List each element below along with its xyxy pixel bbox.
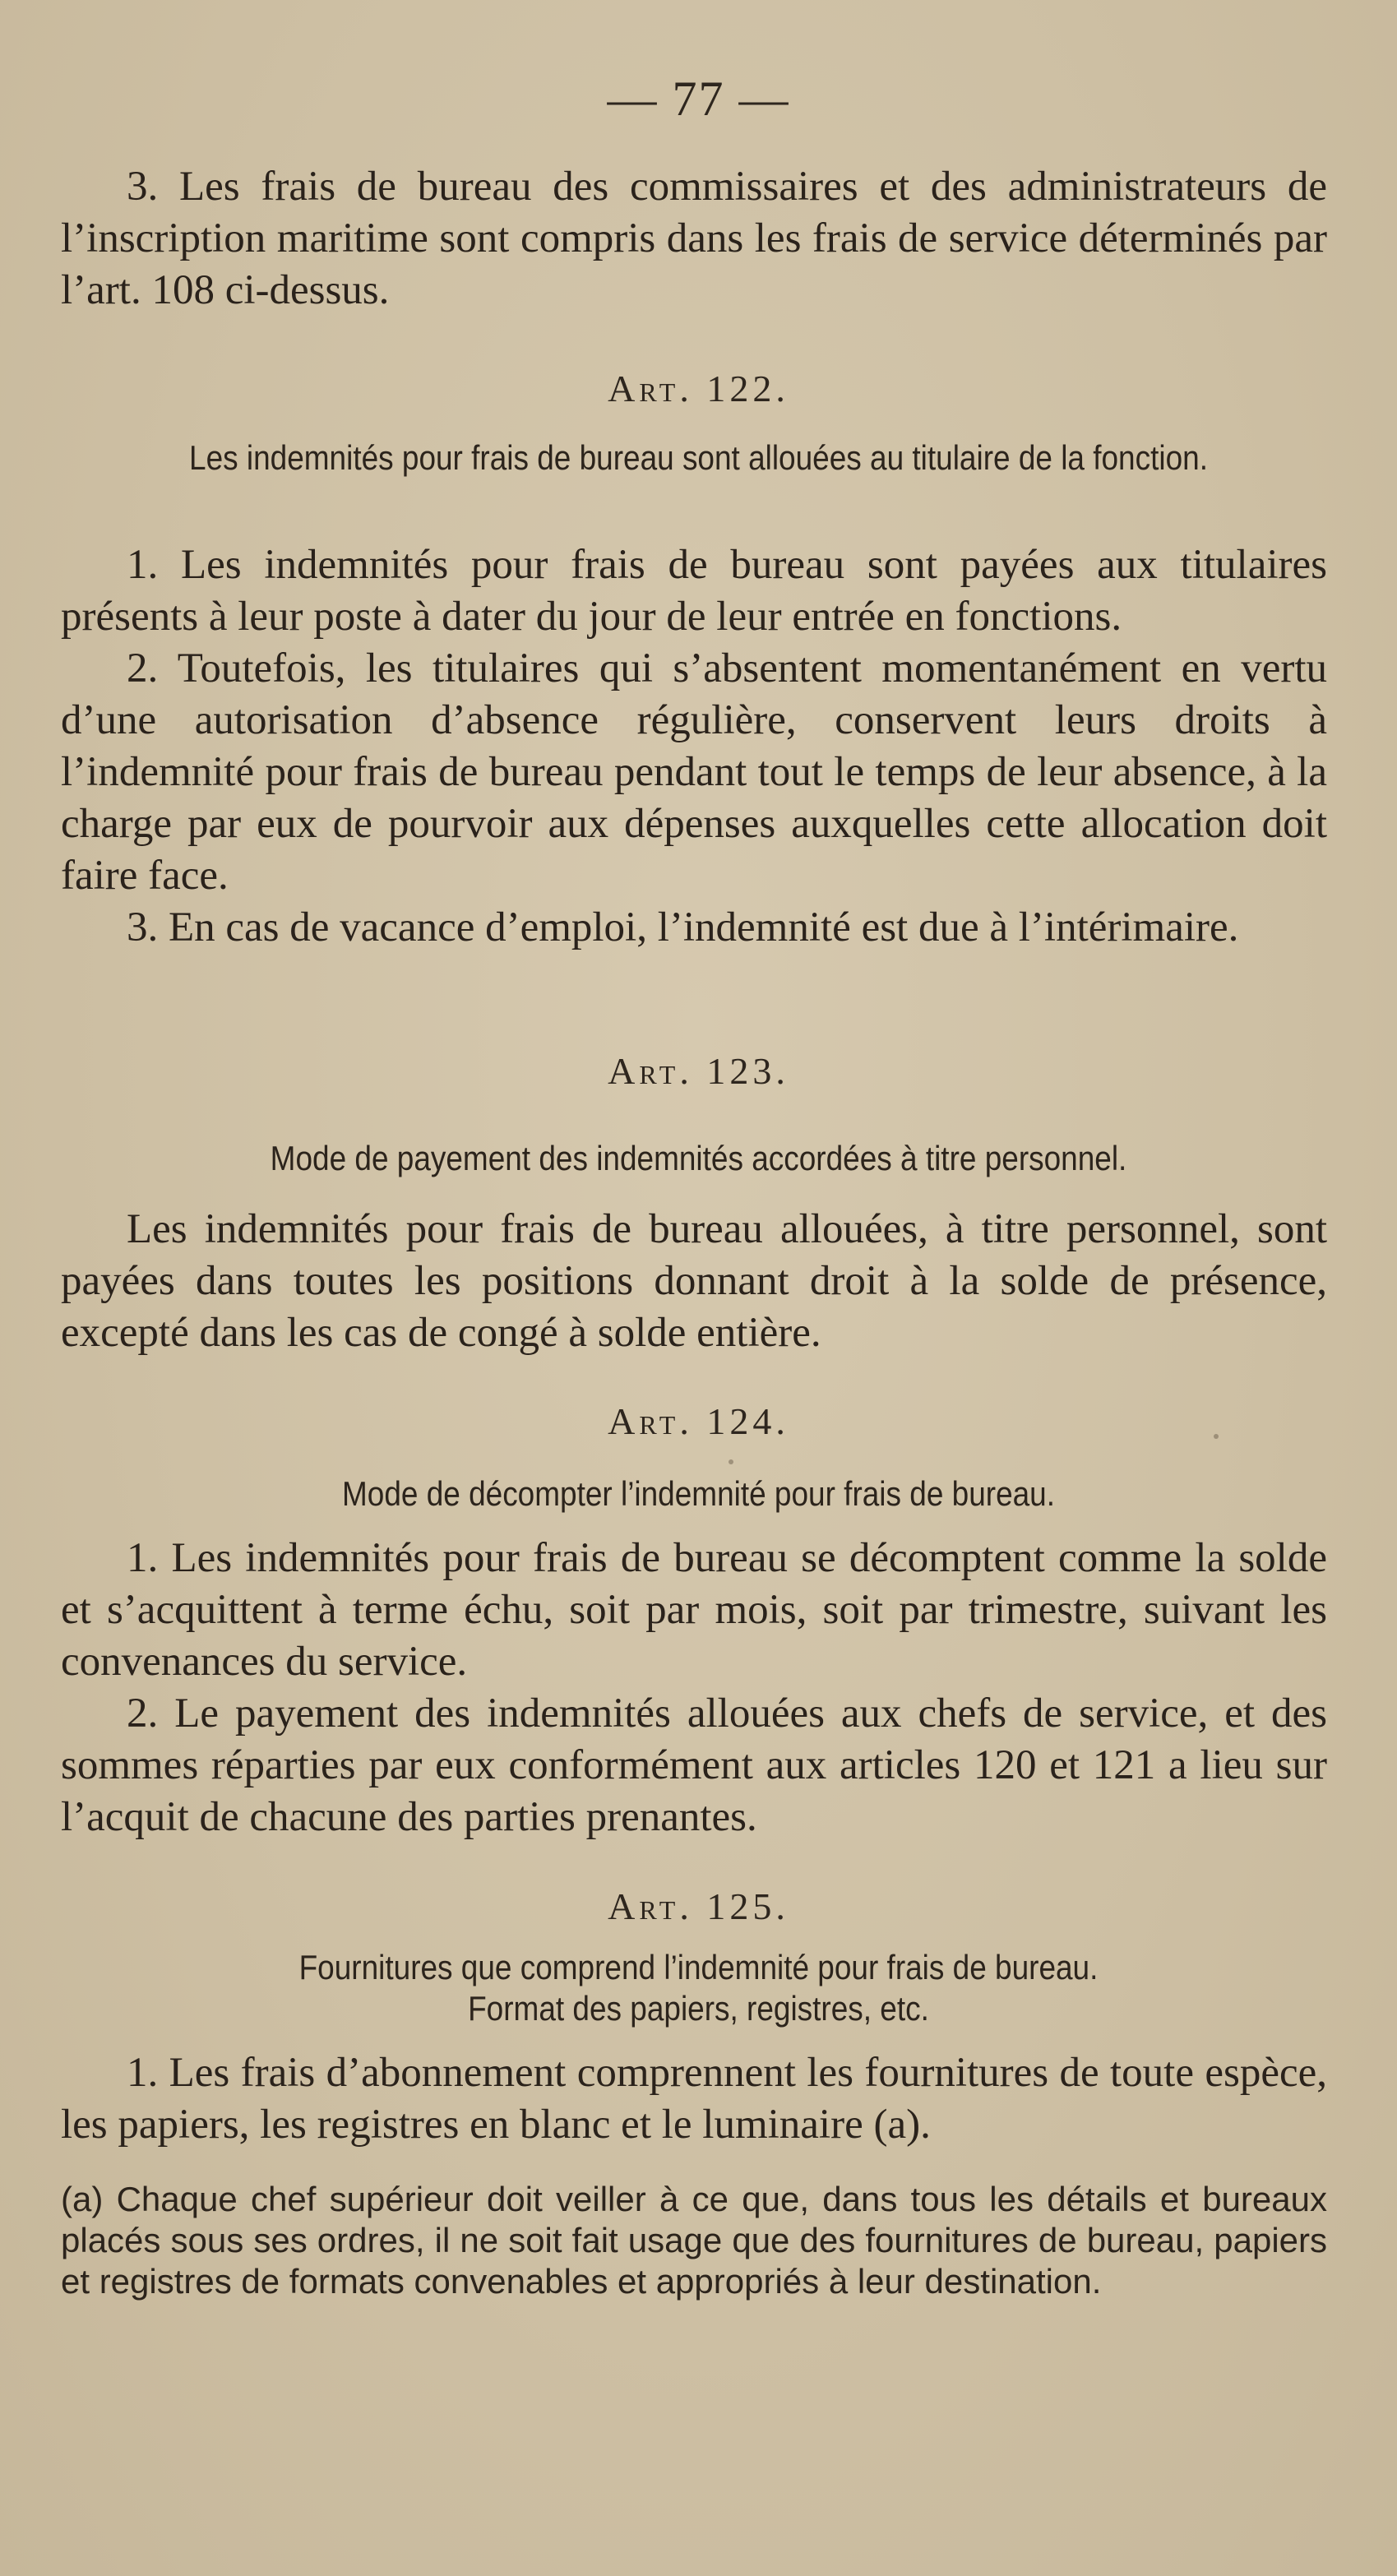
article-125-body <box>61 2047 1327 2151</box>
article-124-prefix: Art. <box>608 1400 693 1442</box>
paragraph-intro-3: 3. Les frais de bureau des commissaires et des administrateurs de l’inscription maritime sont compris dans les frais de service déterminés par l’art. 108 ci-dessus. <box>61 164 1327 313</box>
paragraph-122-1: 1. Les indemnités pour frais de bureau sont payées aux titulaires présents à leur poste à dater du jour de leur entrée en fonctions. <box>61 542 1327 640</box>
article-123-body <box>61 1204 1327 1359</box>
article-122-body <box>61 539 1327 954</box>
paragraph-124-2: 2. Le payement des indemnités allouées aux chefs de service, et des sommes réparties par eux conformément aux articles 120 et 121 a lieu sur l’acquit de chacune des parties prenantes. <box>61 1690 1327 1840</box>
footnote: (a) Chaque chef supérieur doit veiller à ce que, dans tous les détails et bureaux placés sous ses ordres, il ne soit fait usage que des fournitures de bureau, papiers et registres de formats convenables et appropriés à leur destination. <box>61 2180 1327 2301</box>
article-123-prefix: Art. <box>608 1050 693 1092</box>
paragraph-125-1: 1. Les frais d’abonnement comprennent les fournitures de toute espèce, les papiers, les registres en blanc et le luminaire (a). <box>61 2050 1327 2148</box>
paper-speck <box>729 1459 733 1464</box>
paper-speck <box>1214 1434 1219 1439</box>
article-122-caption: Les indemnités pour frais de bureau sont allouées au titulaire de la fonction. <box>189 438 1208 477</box>
article-124-number: 124. <box>706 1400 789 1442</box>
article-122-heading <box>0 367 1397 410</box>
article-125-heading <box>0 1885 1397 1928</box>
paragraph-122-3: 3. En cas de vacance d’emploi, l’indemnité est due à l’intérimaire. <box>127 904 1239 950</box>
intro-section <box>61 161 1327 317</box>
article-125-caption-1: Fournitures que comprend l’indemnité pour frais de bureau. <box>298 1948 1099 1986</box>
article-124-caption: Mode de décompter l’indemnité pour frais de bureau. <box>341 1474 1056 1513</box>
paragraph-123-1: Les indemnités pour frais de bureau allouées, à titre personnel, sont payées dans toutes les positions donnant droit à la solde de présence, excepté dans les cas de congé à solde entière. <box>61 1206 1327 1356</box>
article-124-heading <box>0 1399 1397 1443</box>
paragraph-124-1: 1. Les indemnités pour frais de bureau se décomptent comme la solde et s’acquittent à terme échu, soit par mois, soit par trimestre, suivant les convenances du service. <box>61 1535 1327 1685</box>
paragraph-122-2: 2. Toutefois, les titulaires qui s’absentent momentanément en vertu d’une autorisation d’absence régulière, conservent leurs droits à l’indemnité pour frais de bureau pendant tout le temps de leur absence, à la charge par eux de pourvoir aux dépenses auxquelles cette allocation doit faire face. <box>61 645 1327 899</box>
article-125-prefix: Art. <box>608 1885 693 1927</box>
article-123-number: 123. <box>706 1050 789 1092</box>
article-122-number: 122. <box>706 368 789 409</box>
page-number: — 77 — <box>607 72 790 126</box>
article-125-caption-2: Format des papiers, registres, etc. <box>468 1989 929 2028</box>
article-123-heading <box>0 1049 1397 1093</box>
article-122-prefix: Art. <box>608 368 693 409</box>
article-124-body <box>61 1533 1327 1843</box>
article-123-caption: Mode de payement des indemnités accordées à titre personnel. <box>270 1139 1127 1177</box>
article-125-number: 125. <box>706 1885 789 1927</box>
